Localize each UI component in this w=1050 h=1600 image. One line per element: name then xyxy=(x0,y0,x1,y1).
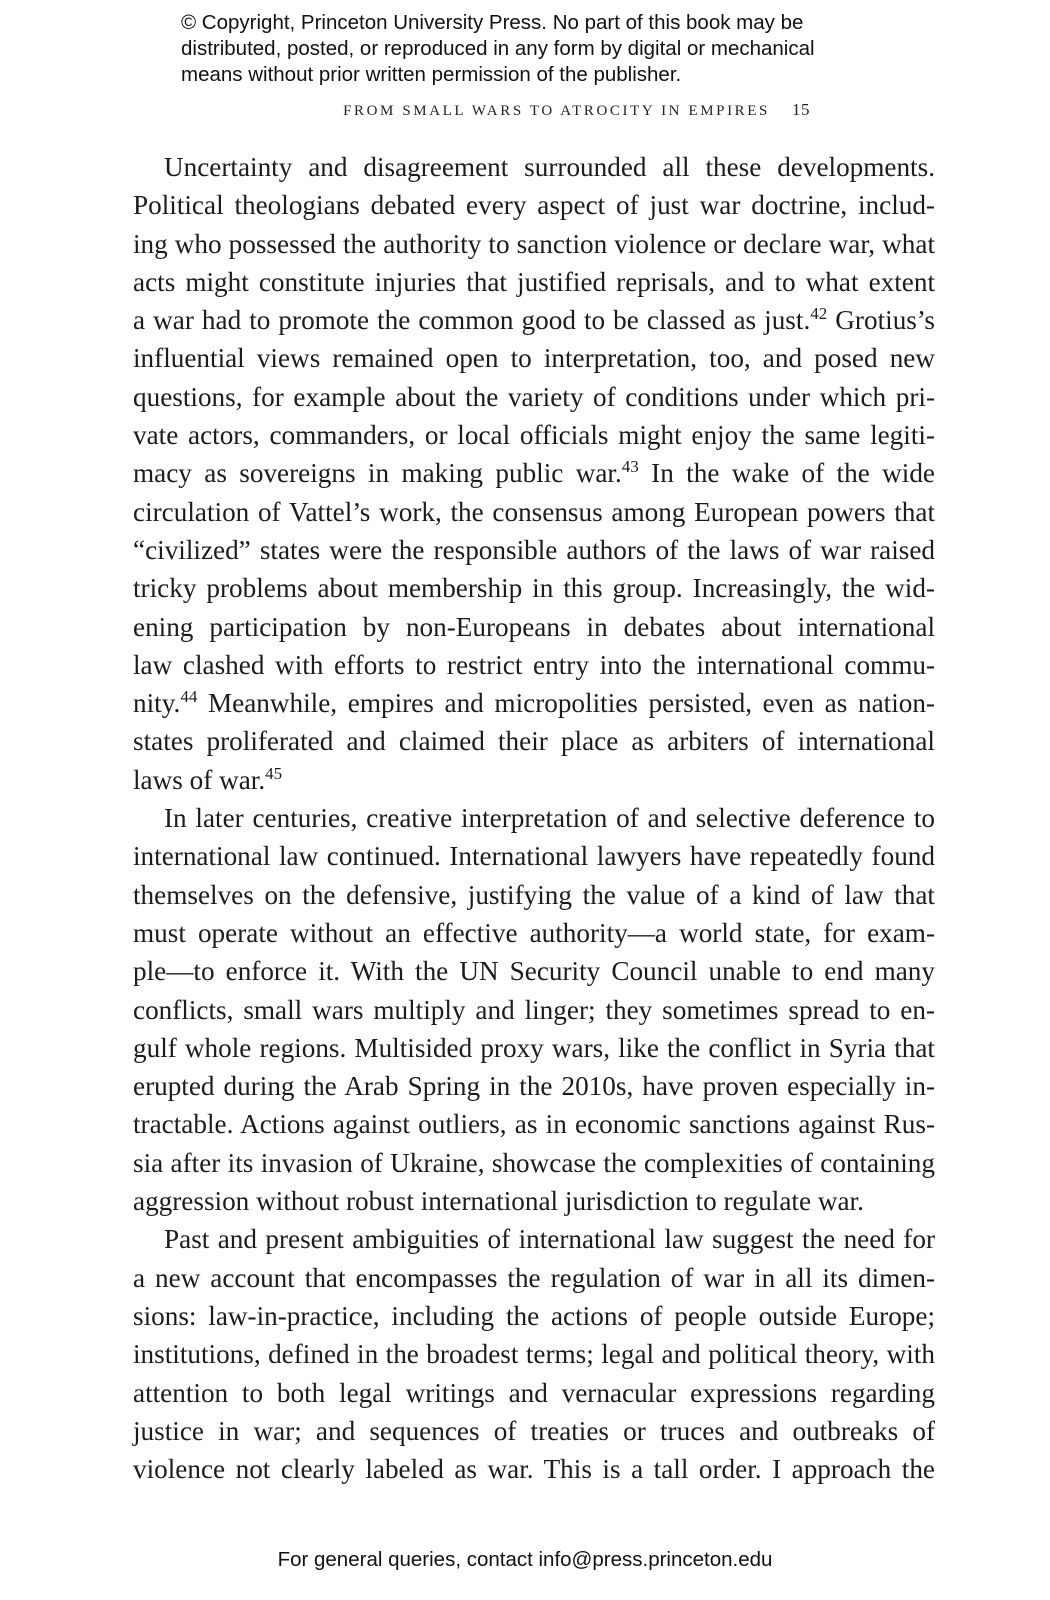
text-line: acts might constitute injuries that justified reprisals, and to what extent xyxy=(133,266,935,297)
text-fragment: laws of war. xyxy=(133,764,266,795)
text-line: ening participation by non-Europeans in debates about international xyxy=(133,611,935,642)
copyright-line: © Copyright, Princeton University Press. No part of this book may be xyxy=(181,11,804,34)
text-fragment: In the wake of the wide xyxy=(638,458,935,489)
text-line xyxy=(133,761,935,799)
text-line: gulf whole regions. Multisided proxy wars, like the conflict in Syria that xyxy=(133,1032,935,1063)
text-line: In later centuries, creative interpretation of and selective deference to xyxy=(164,803,935,834)
footer-contact: For general queries, contact info@press.princeton.edu xyxy=(277,1548,773,1571)
text-line: influential views remained open to interpretation, too, and posed new xyxy=(133,343,935,374)
copyright-line: means without prior written permission of the publisher. xyxy=(181,63,682,86)
text-fragment: nity. xyxy=(133,688,181,719)
text-line: erupted during the Arab Spring in the 2010s, have proven especially in- xyxy=(133,1071,935,1102)
text-line: ple—to enforce it. With the UN Security Council unable to end many xyxy=(133,956,935,987)
footnote-ref: 44 xyxy=(180,687,198,707)
text-line: attention to both legal writings and vernacular expressions regarding xyxy=(133,1377,935,1408)
text-fragment: Grotius’s xyxy=(827,305,935,336)
text-line: Uncertainty and disagreement surrounded all these developments. xyxy=(164,152,935,182)
text-line: themselves on the defensive, justifying the value of a kind of law that xyxy=(133,879,935,910)
text-line: institutions, defined in the broadest terms; legal and political theory, with xyxy=(133,1339,935,1370)
text-line: Political theologians debated every aspect of just war doctrine, includ- xyxy=(133,190,935,221)
text-line: conflicts, small wars multiply and linger; they sometimes spread to en- xyxy=(133,994,935,1025)
text-line: aggression without robust international jurisdiction to regulate war. xyxy=(133,1186,864,1217)
text-line: tractable. Actions against outliers, as in economic sanctions against Rus- xyxy=(133,1109,935,1140)
text-line: justice in war; and sequences of treaties or truces and outbreaks of xyxy=(133,1415,935,1446)
text-line: states proliferated and claimed their place as arbiters of international xyxy=(133,726,935,757)
running-head xyxy=(130,100,810,120)
running-head-title: FROM SMALL WARS TO ATROCITY IN EMPIRES xyxy=(343,103,770,119)
text-line: a new account that encompasses the regulation of war in all its dimen- xyxy=(133,1262,935,1293)
text-line xyxy=(133,684,935,722)
text-line: “civilized” states were the responsible authors of the laws of war raised xyxy=(133,534,935,565)
paragraph xyxy=(133,1220,935,1488)
text-line: must operate without an effective authority—a world state, for exam- xyxy=(133,917,935,948)
text-line: international law continued. International lawyers have repeatedly found xyxy=(133,841,935,872)
paragraph xyxy=(133,799,935,1220)
text-line: vate actors, commanders, or local officials might enjoy the same legiti- xyxy=(133,420,935,451)
copyright-notice xyxy=(181,10,901,88)
text-line: Past and present ambiguities of international law suggest the need for xyxy=(164,1224,935,1255)
text-line: tricky problems about membership in this group. Increasingly, the wid- xyxy=(133,573,935,604)
text-line: sia after its invasion of Ukraine, showcase the complexities of containing xyxy=(133,1147,935,1178)
text-line xyxy=(133,301,935,339)
page-number: 15 xyxy=(792,100,810,119)
body-text xyxy=(133,148,935,1488)
footnote-ref: 42 xyxy=(810,304,828,324)
text-line: violence not clearly labeled as war. This is a tall order. I approach the xyxy=(133,1454,935,1485)
footnote-ref: 43 xyxy=(621,457,639,477)
copyright-line: distributed, posted, or reproduced in any form by digital or mechanical xyxy=(181,37,815,60)
text-line xyxy=(133,454,935,492)
text-line: law clashed with efforts to restrict entry into the international commu- xyxy=(133,649,935,680)
text-line: sions: law-in-practice, including the actions of people outside Europe; xyxy=(133,1300,935,1331)
paragraph xyxy=(133,148,935,799)
text-line: ing who possessed the authority to sanction violence or declare war, what xyxy=(133,228,935,259)
text-line: questions, for example about the variety of conditions under which pri- xyxy=(133,381,935,412)
text-line: circulation of Vattel’s work, the consensus among European powers that xyxy=(133,496,935,527)
footnote-ref: 45 xyxy=(265,763,283,783)
text-fragment: a war had to promote the common good to be classed as just. xyxy=(133,305,811,336)
text-fragment: Meanwhile, empires and micropolities persisted, even as nation- xyxy=(197,688,935,719)
text-fragment: macy as sovereigns in making public war. xyxy=(133,458,622,489)
